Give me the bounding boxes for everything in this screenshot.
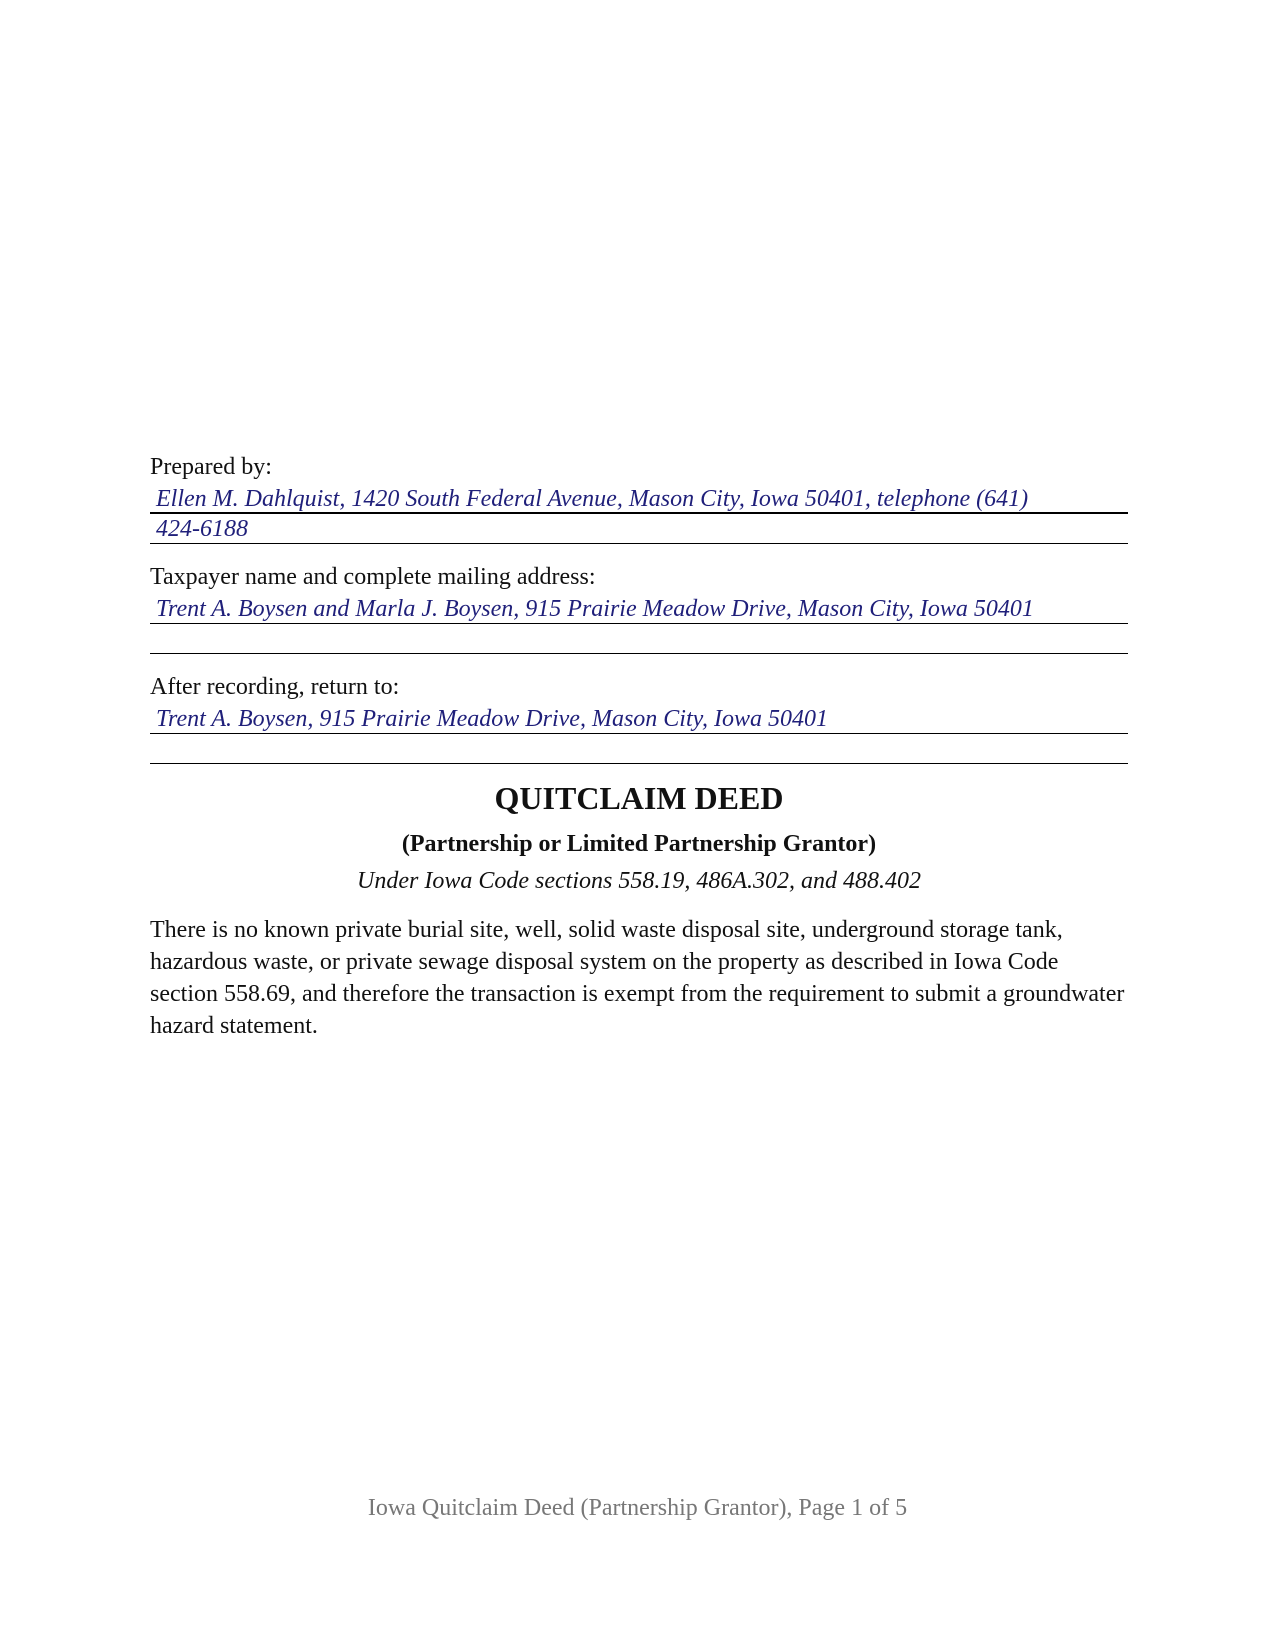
return-to-line-1 <box>150 704 1128 734</box>
deed-content <box>150 450 1128 1042</box>
taxpayer-label: Taxpayer name and complete mailing address: <box>150 564 596 590</box>
taxpayer-line-1 <box>150 594 1128 624</box>
page-footer: Iowa Quitclaim Deed (Partnership Grantor), Page 1 of 5 <box>367 1495 908 1521</box>
prepared-by-line-1 <box>150 484 1128 514</box>
code-reference: Under Iowa Code sections 558.19, 486A.302, and 488.402 <box>357 868 921 894</box>
prepared-by-value-line-1: Ellen M. Dahlquist, 1420 South Federal Avenue, Mason City, Iowa 50401, telephone (641) <box>156 486 1029 512</box>
prepared-by-label: Prepared by: <box>150 454 272 480</box>
taxpayer-value-line-1: Trent A. Boysen and Marla J. Boysen, 915 Prairie Meadow Drive, Mason City, Iowa 50401 <box>156 596 1034 622</box>
groundwater-statement: There is no known private burial site, well, solid waste disposal site, underground storage tank, hazardous waste, or private sewage disposal system on the property as described in Iowa Code section 558.69, and therefore the transaction is exempt from the requirement to submit a groundwater hazard statement. <box>150 917 1125 1039</box>
document-subtitle: (Partnership or Limited Partnership Grantor) <box>401 831 877 857</box>
return-to-line-2 <box>150 734 1128 764</box>
prepared-by-section <box>150 450 1128 544</box>
return-to-value-line-1: Trent A. Boysen, 915 Prairie Meadow Drive, Mason City, Iowa 50401 <box>156 706 828 732</box>
return-to-section <box>150 670 1128 764</box>
prepared-by-line-2 <box>150 514 1128 544</box>
return-to-label: After recording, return to: <box>150 674 400 700</box>
prepared-by-value-line-2: 424-6188 <box>156 516 248 542</box>
taxpayer-section <box>150 560 1128 654</box>
document-title: QUITCLAIM DEED <box>494 780 784 816</box>
taxpayer-line-2 <box>150 624 1128 654</box>
